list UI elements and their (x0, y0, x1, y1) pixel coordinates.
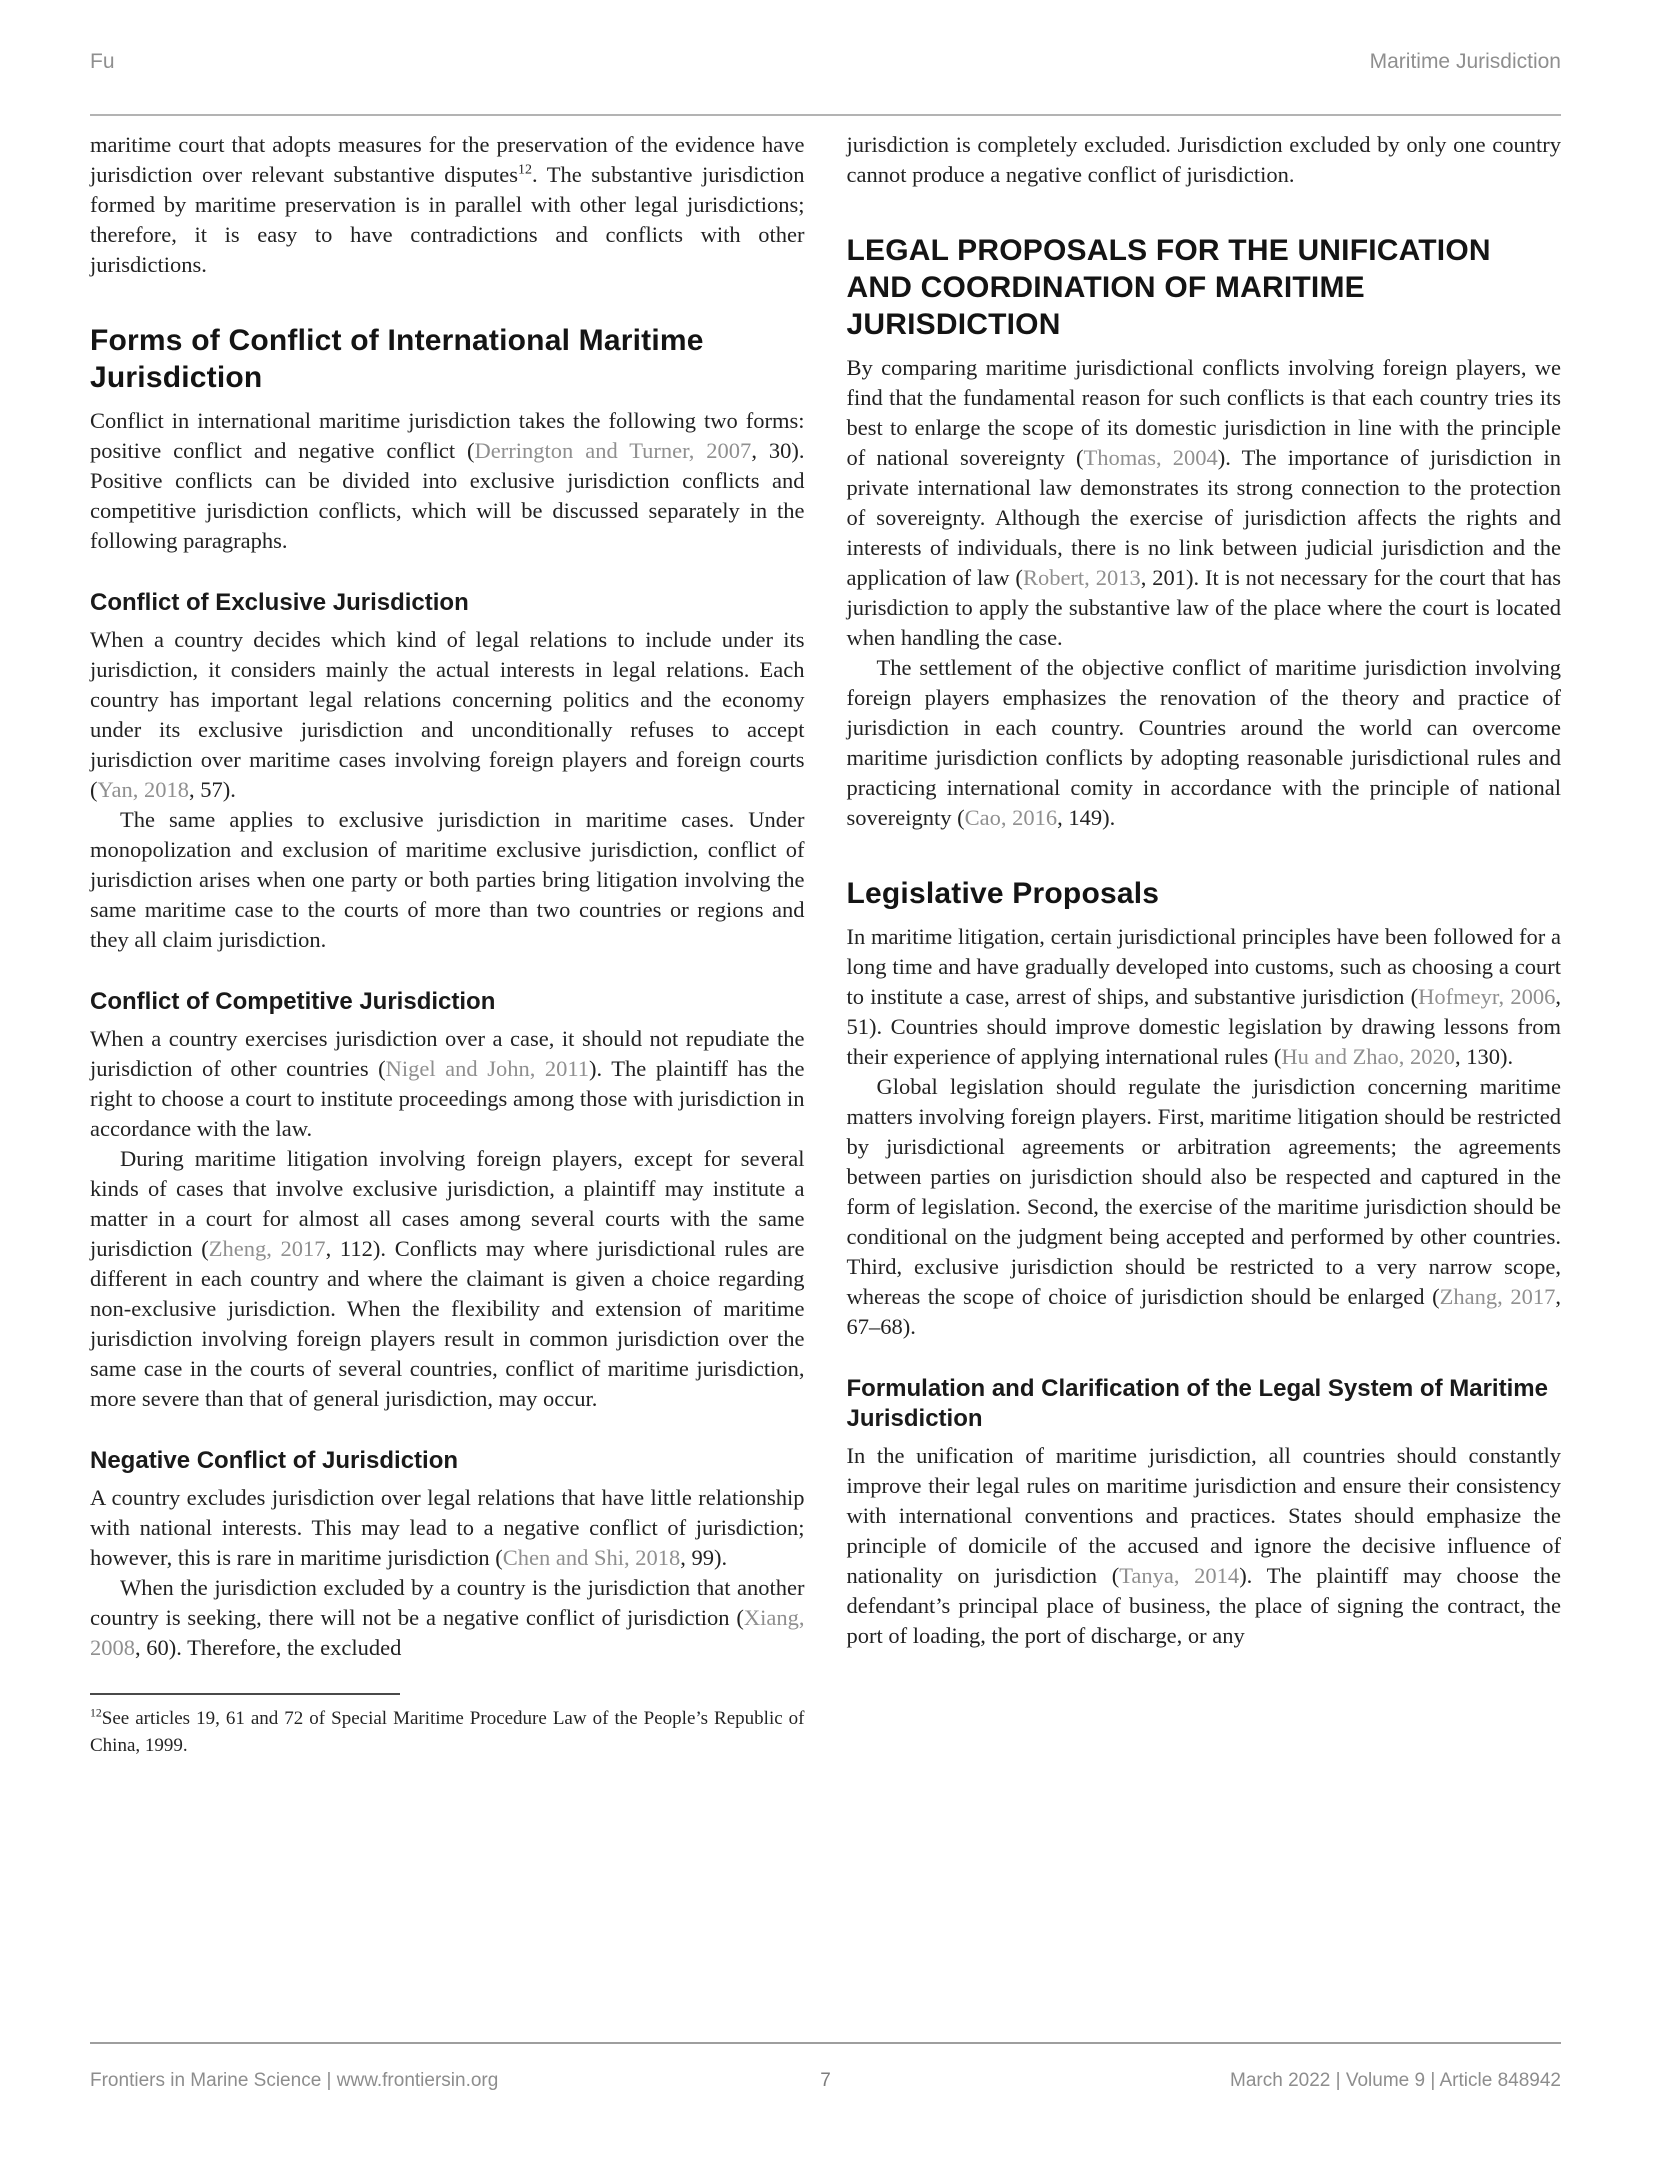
header-rule (90, 114, 1561, 116)
citation-link[interactable]: Cao, 2016 (964, 805, 1058, 830)
paragraph: When a country exercises jurisdiction over a case, it should not repudiate the jurisdiction of other countries (Nigel and John, 2011). The plaintiff has the right to choose a court to institute proceedings among those with jurisdiction in accordance with the law. (90, 1026, 805, 1141)
section-heading: Legislative Proposals (846, 877, 1160, 910)
paragraph: The settlement of the objective conflict of maritime jurisdiction involving foreign players emphasizes the renovation of the theory and practice of jurisdiction in each country. Countries around the world can overcome maritime jurisdiction conflicts by adopting reasonable jurisdictional rules and practicing international comity in accordance with the principle of national sovereignty (Cao, 2016, 149). (846, 655, 1561, 830)
footnote-marker[interactable]: 12 (518, 162, 532, 178)
subsection-heading: Conflict of Competitive Jurisdiction (90, 988, 496, 1015)
citation-link[interactable]: Chen and Shi, 2018 (502, 1545, 681, 1570)
footer-journal: Frontiers in Marine Science | www.frontiersin.org (90, 2070, 499, 2091)
paragraph: In the unification of maritime jurisdiction, all countries should constantly improve their legal rules on maritime jurisdiction and ensure their consistency with international conventions and practices. States should emphasize the principle of domicile of the accused and ignore the decisive influence of nationality on jurisdiction (Tanya, 2014). The plaintiff may choose the defendant’s principal place of business, the place of signing the contract, the port of loading, the port of discharge, or any (846, 1443, 1562, 1648)
running-head-author: Fu (90, 50, 115, 73)
paragraph: maritime court that adopts measures for the preservation of the evidence have jurisdiction over relevant substantive disputes$^{12}$. The substantive jurisdiction formed by maritime preservation is in parallel with other legal jurisdictions; therefore, it is easy to have contradictions and conflicts with other jurisdictions. (90, 132, 805, 277)
footer-page-number: 7 (820, 2070, 831, 2091)
subsection-heading: Formulation and Clarification of the Legal System of Maritime Jurisdiction (846, 1375, 1548, 1432)
citation-link[interactable]: Tanya, 2014 (1119, 1563, 1240, 1588)
footnote-text: $^{12}$See articles 19, 61 and 72 of Special Maritime Procedure Law of the People’s Republic of China, 1999. (90, 1706, 805, 1756)
section-heading: Forms of Conflict of International Maritime Jurisdiction (90, 324, 704, 394)
footer-issue-info: March 2022 | Volume 9 | Article 848942 (1230, 2070, 1561, 2091)
paragraph: When a country decides which kind of legal relations to include under its jurisdiction, it considers mainly the actual interests in legal relations. Each country has important legal relations concerning politics and the economy under its exclusive jurisdiction and unconditionally refuses to accept jurisdiction over maritime cases involving foreign players and foreign courts (Yan, 2018, 57). (90, 627, 805, 802)
subsection-heading: Negative Conflict of Jurisdiction (90, 1447, 459, 1474)
citation-link[interactable]: Derrington and Turner, 2007 (474, 438, 752, 463)
footnote-divider (90, 1693, 400, 1695)
citation-link[interactable]: Zheng, 2017 (208, 1236, 326, 1261)
paragraph: When the jurisdiction excluded by a country is the jurisdiction that another country is seeking, there will not be a negative conflict of jurisdiction (Xiang, 2008, 60). Therefore, the excluded (90, 1575, 805, 1660)
footnote (90, 1693, 805, 1759)
paragraph: Global legislation should regulate the jurisdiction concerning maritime matters involving foreign players. First, maritime litigation should be restricted by jurisdictional agreements or arbitration agreements; the agreements between parties on jurisdiction should also be respected and captured in the form of legislation. Second, the exercise of the maritime jurisdiction should be conditional on the judgment being accepted and performed by other countries. Third, exclusive jurisdiction should be restricted to a very narrow scope, whereas the scope of choice of jurisdiction should be enlarged (Zhang, 2017, 67–68). (846, 1074, 1561, 1339)
footer (90, 2042, 1561, 2092)
paragraph: jurisdiction is completely excluded. Jurisdiction excluded by only one country cannot produce a negative conflict of jurisdiction. (846, 132, 1561, 187)
paragraph: A country excludes jurisdiction over legal relations that have little relationship with national interests. This may lead to a negative conflict of jurisdiction; however, this is rare in maritime jurisdiction (Chen and Shi, 2018, 99). (90, 1485, 805, 1570)
subsection-heading: Conflict of Exclusive Jurisdiction (90, 589, 469, 616)
running-head-title: Maritime Jurisdiction (1369, 50, 1561, 73)
left-column (90, 130, 805, 1759)
paragraph: By comparing maritime jurisdictional conflicts involving foreign players, we find that the fundamental reason for such conflicts is that each country tries its best to enlarge the scope of its domestic jurisdiction in line with the principle of national sovereignty (Thomas, 2004). The importance of jurisdiction in private international law demonstrates its strong connection to the protection of sovereignty. Although the exercise of jurisdiction affects the rights and interests of individuals, there is no link between judicial jurisdiction and the application of law (Robert, 2013, 201). It is not necessary for the court that has jurisdiction to apply the substantive law of the place where the court is located when handling the case. (846, 355, 1561, 650)
article-body (90, 130, 1561, 1759)
citation-link[interactable]: Hu and Zhao, 2020 (1281, 1044, 1456, 1069)
citation-link[interactable]: Yan, 2018 (97, 777, 189, 802)
citation-link[interactable]: Xiang, 2008 (90, 1605, 805, 1660)
section-heading: LEGAL PROPOSALS FOR THE UNIFICATION AND COORDINATION OF MARITIME JURISDICTION (846, 234, 1491, 341)
citation-link[interactable]: Robert, 2013 (1022, 565, 1141, 590)
citation-link[interactable]: Hofmeyr, 2006 (1418, 984, 1556, 1009)
citation-link[interactable]: Thomas, 2004 (1083, 445, 1218, 470)
paragraph: In maritime litigation, certain jurisdictional principles have been followed for a long time and have gradually developed into customs, such as choosing a court to institute a case, arrest of ships, and substantive jurisdiction (Hofmeyr, 2006, 51). Countries should improve domestic legislation by drawing lessons from their experience of applying international rules (Hu and Zhao, 2020, 130). (846, 924, 1561, 1069)
footnote-marker[interactable]: 12 (90, 1706, 102, 1720)
paragraph: Conflict in international maritime jurisdiction takes the following two forms: positive conflict and negative conflict (Derrington and Turner, 2007, 30). Positive conflicts can be divided into exclusive jurisdiction conflicts and competitive jurisdiction conflicts, which will be discussed separately in the following paragraphs. (90, 408, 805, 553)
paragraph: The same applies to exclusive jurisdiction in maritime cases. Under monopolization and exclusion of maritime exclusive jurisdiction, conflict of jurisdiction arises when one party or both parties bring litigation involving the same maritime case to the courts of more than two countries or regions and they all claim jurisdiction. (90, 807, 805, 952)
citation-link[interactable]: Zhang, 2017 (1439, 1284, 1556, 1309)
citation-link[interactable]: Nigel and John, 2011 (385, 1056, 590, 1081)
running-head (90, 50, 1561, 74)
right-column (847, 130, 1562, 1759)
paragraph: During maritime litigation involving foreign players, except for several kinds of cases that involve exclusive jurisdiction, a plaintiff may institute a matter in a court for almost all cases among several courts with the same jurisdiction (Zheng, 2017, 112). Conflicts may where jurisdictional rules are different in each country and where the claimant is given a choice regarding non-exclusive jurisdiction. When the flexibility and extension of maritime jurisdiction involving foreign players result in common jurisdiction over the same case in the courts of several countries, conflict of maritime jurisdiction, more severe than that of general jurisdiction, may occur. (90, 1146, 805, 1411)
